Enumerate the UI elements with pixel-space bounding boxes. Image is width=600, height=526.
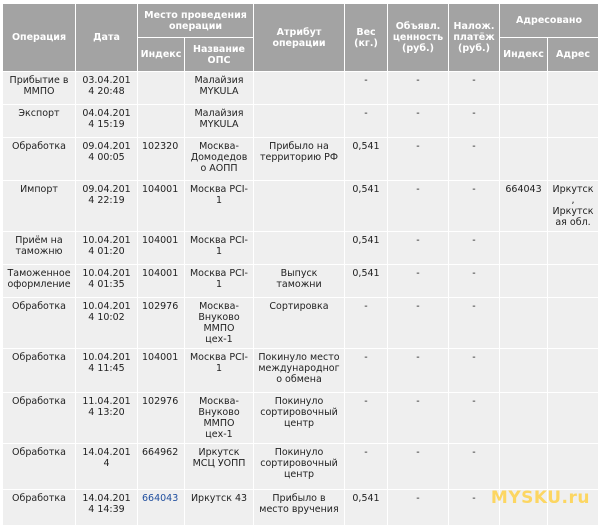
cell-addr-index — [500, 298, 548, 349]
cell-address — [548, 265, 599, 298]
cell-attribute: Прибыло на территорию РФ — [254, 138, 345, 181]
cell-index: 104001 — [138, 265, 185, 298]
cell-operation: Обработка — [3, 444, 76, 490]
cell-date: 03.04.2014 20:48 — [76, 72, 138, 105]
cell-date: 04.04.2014 15:19 — [76, 105, 138, 138]
cell-cod: - — [449, 138, 500, 181]
cell-addr-index — [500, 105, 548, 138]
cell-declared-value: - — [388, 232, 449, 265]
cell-weight: 0,541 — [345, 265, 388, 298]
cell-address — [548, 349, 599, 393]
cell-address — [548, 72, 599, 105]
header-weight: Вес (кг.) — [345, 4, 388, 72]
cell-declared-value: - — [388, 72, 449, 105]
cell-index: 102976 — [138, 298, 185, 349]
cell-address — [548, 444, 599, 490]
cell-weight: - — [345, 349, 388, 393]
header-cod: Налож. платёж (руб.) — [449, 4, 500, 72]
cell-date: 10.04.2014 10:02 — [76, 298, 138, 349]
cell-cod: - — [449, 444, 500, 490]
cell-attribute — [254, 181, 345, 232]
cell-addr-index — [500, 138, 548, 181]
cell-weight: 0,541 — [345, 232, 388, 265]
cell-ops-name: Москва-Домодедово АОПП — [185, 138, 254, 181]
cell-attribute: Выпуск таможни — [254, 265, 345, 298]
cell-ops-name: Москва PCI-1 — [185, 232, 254, 265]
cell-operation: Обработка — [3, 393, 76, 444]
cell-address — [548, 138, 599, 181]
cell-attribute: Покинуло сортировочный центр — [254, 393, 345, 444]
table-row — [3, 105, 599, 138]
cell-operation: Прибытие в ММПО — [3, 72, 76, 105]
cell-weight: 0,541 — [345, 181, 388, 232]
site-watermark: MYSKU.ru — [490, 488, 590, 508]
cell-ops-name: Малайзия MYKULA — [185, 105, 254, 138]
cell-cod: - — [449, 181, 500, 232]
cell-addr-index — [500, 232, 548, 265]
table-row — [3, 444, 599, 490]
cell-operation: Импорт — [3, 181, 76, 232]
cell-declared-value: - — [388, 265, 449, 298]
cell-addr-index — [500, 444, 548, 490]
cell-operation: Обработка — [3, 490, 76, 526]
table-row — [3, 181, 599, 232]
cell-ops-name: Иркутск МСЦ УОПП — [185, 444, 254, 490]
cell-index: 102320 — [138, 138, 185, 181]
header-operation: Операция — [3, 4, 76, 72]
cell-date: 09.04.2014 00:05 — [76, 138, 138, 181]
cell-address — [548, 298, 599, 349]
cell-ops-name: Москва PCI-1 — [185, 181, 254, 232]
table-row — [3, 265, 599, 298]
cell-declared-value: - — [388, 349, 449, 393]
cell-cod: - — [449, 232, 500, 265]
cell-date: 14.04.2014 — [76, 444, 138, 490]
cell-addr-index — [500, 393, 548, 444]
table-body — [3, 72, 599, 526]
cell-ops-name: Москва PCI-1 — [185, 349, 254, 393]
table-header — [3, 4, 599, 72]
header-address: Адрес — [548, 38, 599, 72]
header-index: Индекс — [138, 38, 185, 72]
cell-addr-index — [500, 72, 548, 105]
header-date: Дата — [76, 4, 138, 72]
table-row — [3, 393, 599, 444]
cell-weight: - — [345, 298, 388, 349]
cell-index: 104001 — [138, 181, 185, 232]
cell-ops-name: Малайзия MYKULA — [185, 72, 254, 105]
cell-attribute: Покинуло сортировочный центр — [254, 444, 345, 490]
cell-index: 104001 — [138, 232, 185, 265]
cell-ops-name: Иркутск 43 — [185, 490, 254, 526]
table-row — [3, 138, 599, 181]
header-addressed: Адресовано — [500, 4, 599, 38]
cell-attribute — [254, 232, 345, 265]
cell-index — [138, 105, 185, 138]
cell-weight: - — [345, 393, 388, 444]
cell-ops-name: Москва PCI-1 — [185, 265, 254, 298]
cell-date: 09.04.2014 22:19 — [76, 181, 138, 232]
cell-operation: Приём на таможню — [3, 232, 76, 265]
cell-declared-value: - — [388, 181, 449, 232]
cell-date: 10.04.2014 11:45 — [76, 349, 138, 393]
header-attribute: Атрибут операции — [254, 4, 345, 72]
cell-address — [548, 232, 599, 265]
cell-operation: Обработка — [3, 349, 76, 393]
header-ops-name: Название ОПС — [185, 38, 254, 72]
cell-addr-index — [500, 265, 548, 298]
cell-cod: - — [449, 265, 500, 298]
cell-cod: - — [449, 105, 500, 138]
cell-address — [548, 105, 599, 138]
cell-date: 10.04.2014 01:20 — [76, 232, 138, 265]
table-row — [3, 349, 599, 393]
cell-attribute — [254, 105, 345, 138]
cell-operation: Обработка — [3, 298, 76, 349]
cell-index — [138, 72, 185, 105]
cell-cod: - — [449, 72, 500, 105]
header-place: Место проведения операции — [138, 4, 254, 38]
cell-date: 10.04.2014 01:35 — [76, 265, 138, 298]
cell-address — [548, 393, 599, 444]
cell-address: Иркутск, Иркутская обл. — [548, 181, 599, 232]
cell-attribute: Сортировка — [254, 298, 345, 349]
table-row — [3, 232, 599, 265]
cell-declared-value: - — [388, 490, 449, 526]
cell-cod: - — [449, 393, 500, 444]
cell-ops-name: Москва-Внуково ММПО цех-1 — [185, 298, 254, 349]
cell-attribute — [254, 72, 345, 105]
cell-addr-index: 664043 — [500, 181, 548, 232]
header-addr-index: Индекс — [500, 38, 548, 72]
cell-index: 664962 — [138, 444, 185, 490]
cell-index: 104001 — [138, 349, 185, 393]
cell-date: 14.04.2014 14:39 — [76, 490, 138, 526]
cell-ops-name: Москва-Внуково ММПО цех-1 — [185, 393, 254, 444]
cell-operation: Обработка — [3, 138, 76, 181]
cell-weight: 0,541 — [345, 490, 388, 526]
cell-declared-value: - — [388, 138, 449, 181]
cell-declared-value: - — [388, 393, 449, 444]
cell-index-link[interactable]: 664043 — [138, 490, 185, 526]
cell-weight: 0,541 — [345, 138, 388, 181]
cell-cod: - — [449, 349, 500, 393]
cell-weight: - — [345, 105, 388, 138]
cell-declared-value: - — [388, 105, 449, 138]
cell-addr-index — [500, 349, 548, 393]
cell-date: 11.04.2014 13:20 — [76, 393, 138, 444]
cell-weight: - — [345, 444, 388, 490]
cell-attribute: Покинуло место международного обмена — [254, 349, 345, 393]
cell-index: 102976 — [138, 393, 185, 444]
cell-declared-value: - — [388, 298, 449, 349]
cell-operation: Экспорт — [3, 105, 76, 138]
cell-cod: - — [449, 490, 500, 526]
cell-cod: - — [449, 298, 500, 349]
header-declared-value: Объявл. ценность (руб.) — [388, 4, 449, 72]
cell-operation: Таможенное оформление — [3, 265, 76, 298]
table-row — [3, 298, 599, 349]
table-row — [3, 72, 599, 105]
cell-attribute: Прибыло в место вручения — [254, 490, 345, 526]
tracking-table — [2, 3, 599, 526]
cell-declared-value: - — [388, 444, 449, 490]
cell-weight: - — [345, 72, 388, 105]
